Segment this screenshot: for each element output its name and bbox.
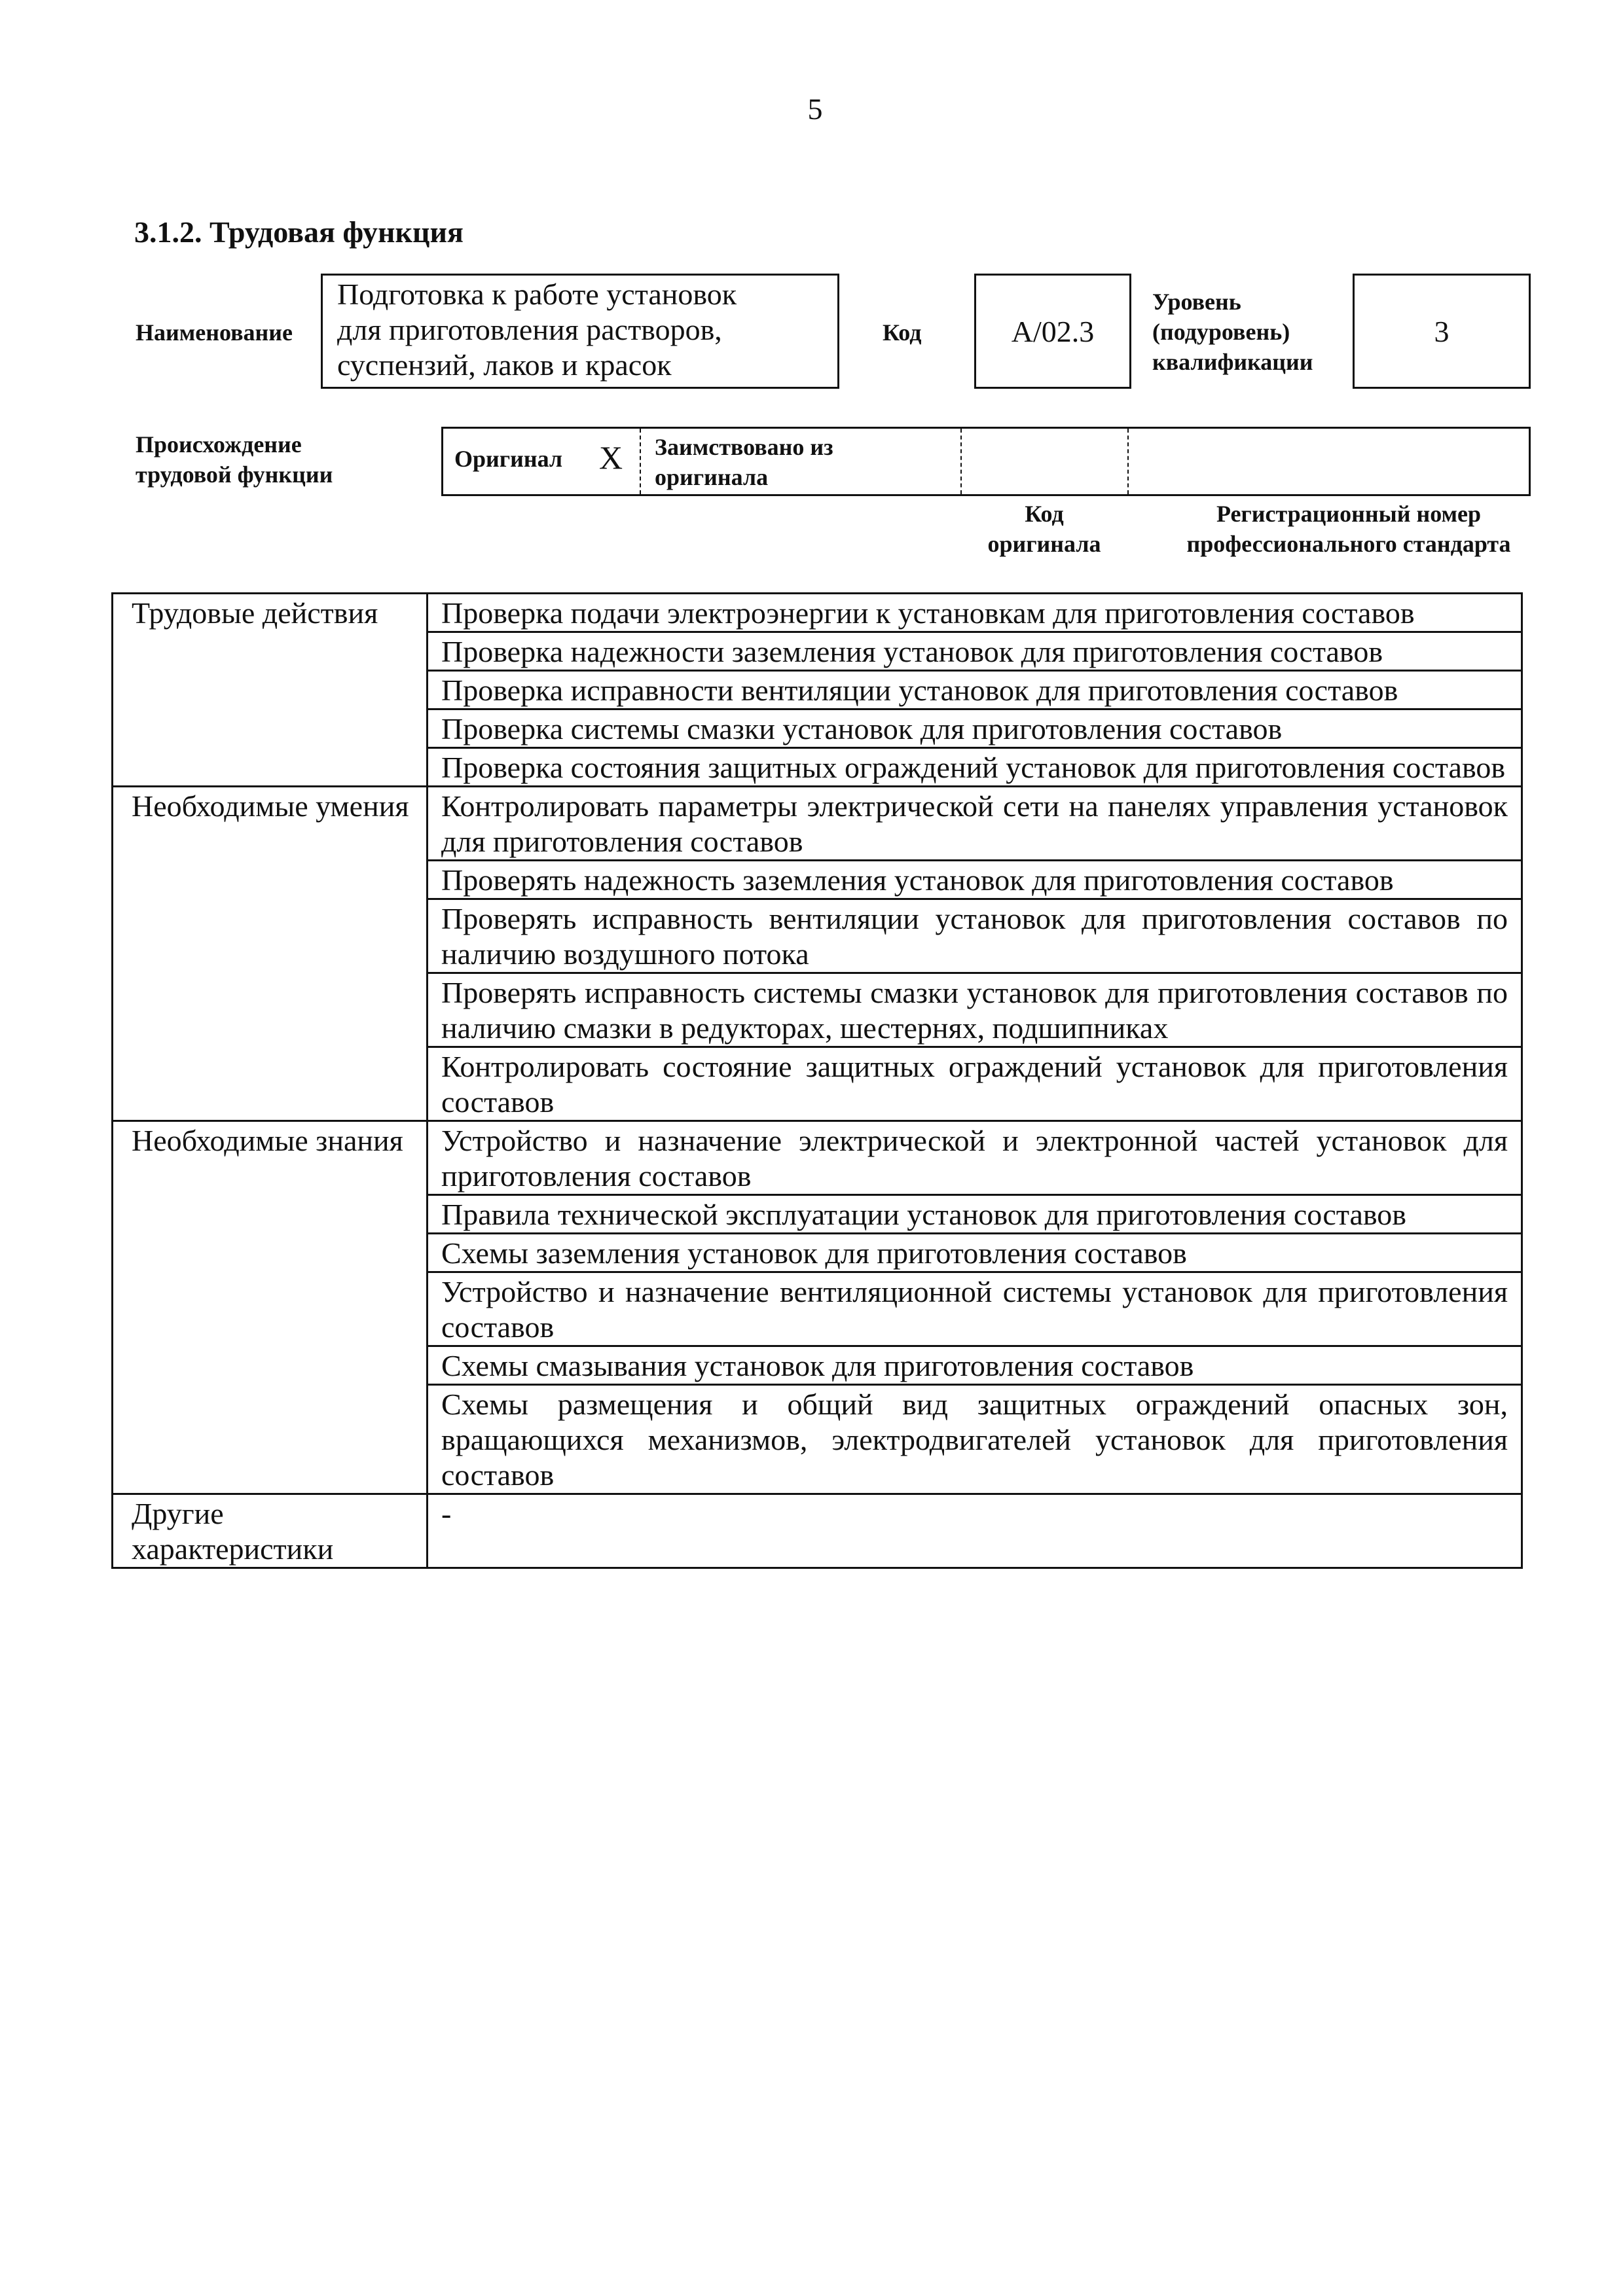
page-number: 5	[807, 92, 823, 126]
item-cell: Проверка исправности вентиляции установок для приготовления составов	[428, 671, 1522, 709]
code-value: A/02.3	[1011, 314, 1095, 348]
item-cell: Проверка состояния защитных ограждений установок для приготовления составов	[428, 748, 1522, 787]
original-code-caption	[959, 499, 1129, 559]
item-cell: Проверка надежности заземления установок для приготовления составов	[428, 632, 1522, 671]
item-cell: Схемы заземления установок для приготовления составов	[428, 1234, 1522, 1272]
item-cell: Проверка системы смазки установок для приготовления составов	[428, 709, 1522, 748]
origin-label-line: Происхождение	[136, 431, 302, 457]
category-cell: Необходимые знания	[113, 1121, 428, 1494]
item-cell: Контролировать состояние защитных ограждений установок для приготовления составов	[428, 1047, 1522, 1121]
code-label: Код	[883, 319, 922, 346]
level-label	[1152, 287, 1313, 377]
category-cell: Трудовые действия	[113, 594, 428, 787]
function-name-line: Подготовка к работе установок	[337, 278, 737, 311]
category-cell: Необходимые умения	[113, 787, 428, 1121]
caption-line: профессионального стандарта	[1186, 531, 1511, 557]
name-label: Наименование	[136, 319, 293, 346]
item-cell: Проверка подачи электроэнергии к установкам для приготовления составов	[428, 594, 1522, 632]
level-value-box	[1353, 274, 1531, 389]
item-cell: Устройство и назначение вентиляционной системы установок для приготовления составов	[428, 1272, 1522, 1346]
item-cell: Устройство и назначение электрической и электронной частей установок для приготовления составов	[428, 1121, 1522, 1195]
level-label-line: квалификации	[1152, 349, 1313, 375]
level-label-line: Уровень	[1152, 289, 1241, 315]
origin-label	[136, 429, 333, 490]
origin-divider	[960, 429, 962, 494]
table-row	[113, 1121, 1522, 1195]
origin-divider	[640, 429, 641, 494]
original-checkmark: X	[599, 439, 623, 476]
registration-number-caption	[1152, 499, 1545, 559]
table-row	[113, 787, 1522, 861]
origin-divider	[1127, 429, 1129, 494]
origin-label-line: трудовой функции	[136, 461, 333, 488]
item-cell: Контролировать параметры электрической сети на панелях управления установок для приготовления составов	[428, 787, 1522, 861]
item-cell: -	[428, 1494, 1522, 1568]
item-cell: Проверять надежность заземления установок для приготовления составов	[428, 861, 1522, 899]
table-row	[113, 1494, 1522, 1568]
original-label: Оригинал	[454, 446, 563, 472]
borrowed-label-line: Заимствовано из	[655, 434, 833, 460]
item-cell: Проверять исправность вентиляции установок для приготовления составов по наличию воздушного потока	[428, 899, 1522, 973]
function-name-line: суспензий, лаков и красок	[337, 348, 672, 382]
caption-line: Регистрационный номер	[1216, 501, 1482, 527]
code-value-box	[974, 274, 1131, 389]
function-name-box	[321, 274, 839, 389]
borrowed-label	[655, 432, 833, 492]
borrowed-label-line: оригинала	[655, 464, 769, 490]
caption-line: Код	[1025, 501, 1064, 527]
item-cell: Схемы размещения и общий вид защитных ограждений опасных зон, вращающихся механизмов, электродвигателей установок для приготовления составов	[428, 1385, 1522, 1494]
function-details-table	[111, 592, 1523, 1569]
item-cell: Схемы смазывания установок для приготовления составов	[428, 1346, 1522, 1385]
item-cell: Правила технической эксплуатации установок для приготовления составов	[428, 1195, 1522, 1234]
level-value: 3	[1434, 314, 1450, 348]
table-row	[113, 594, 1522, 632]
function-name-line: для приготовления растворов,	[337, 313, 722, 346]
section-title: 3.1.2. Трудовая функция	[134, 215, 464, 249]
category-cell: Другие характеристики	[113, 1494, 428, 1568]
caption-line: оригинала	[987, 531, 1101, 557]
level-label-line: (подуровень)	[1152, 319, 1290, 345]
item-cell: Проверять исправность системы смазки установок для приготовления составов по наличию смазки в редукторах, шестернях, подшипниках	[428, 973, 1522, 1047]
